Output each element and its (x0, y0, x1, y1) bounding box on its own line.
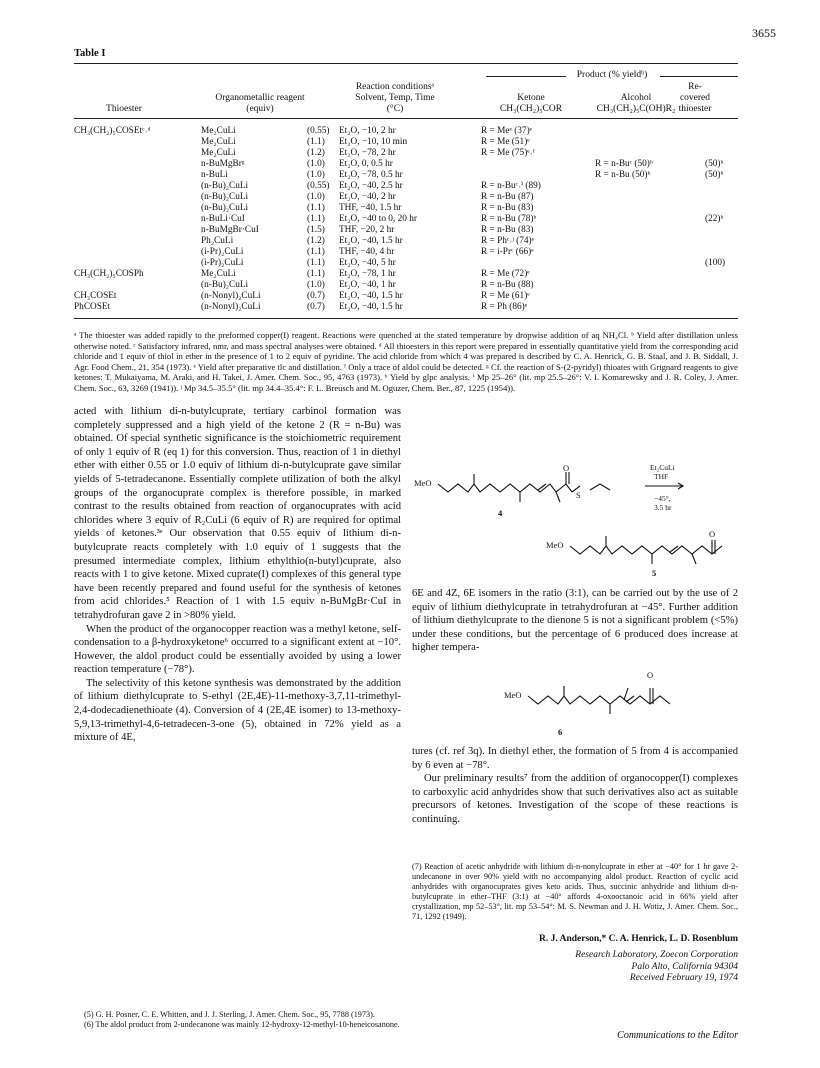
left-column-references (74, 1010, 401, 1030)
table-row (74, 302, 738, 313)
reagent-label: Et₂CuLi (650, 463, 675, 472)
carbonyl-o-label-4: O (563, 463, 570, 473)
right-column-paragraph-a (412, 587, 738, 655)
cell-thioester: CH₃(CH₂)₅COSPh (74, 269, 144, 279)
left-column-text (74, 405, 401, 745)
table-row (74, 137, 738, 148)
authors: R. J. Anderson,* C. A. Henrick, L. D. Rosenblum (539, 934, 738, 944)
cell-equiv: (1.2) (307, 148, 325, 158)
section-footer: Communications to the Editor (617, 1030, 738, 1041)
cell-reagent: (n-Nonyl)₂CuLi (201, 302, 261, 312)
compound-5-label: 5 (652, 568, 657, 578)
cell-equiv: (1.1) (307, 258, 325, 268)
table-row (74, 214, 738, 225)
table-header-rule (74, 118, 738, 119)
cell-conditions: Et₂O, −40, 1.5 hr (339, 291, 403, 301)
cell-ketone: R = n-Bu (83) (481, 225, 534, 235)
cell-equiv: (1.0) (307, 159, 325, 169)
table-top-rule (74, 63, 738, 64)
reference: (5) G. H. Posner, C. E. Whitten, and J. J. Sterling, J. Amer. Chem. Soc., 95, 7788 (1973). (84, 1010, 375, 1019)
alcohol-header-1: Alcohol (620, 93, 652, 103)
cell-reagent: n-BuLi (201, 170, 228, 180)
cell-conditions: Et₂O, −40, 1.5 hr (339, 236, 403, 246)
recovered-header-3: thioester (678, 104, 712, 114)
cell-reagent: Me₂CuLi (201, 148, 236, 158)
meo-label-6: MeO (504, 690, 522, 700)
time-label: 3.5 hr (654, 503, 672, 512)
cell-conditions: Et₂O, −40, 2.5 hr (339, 181, 403, 191)
cond-header-1: Reaction conditionsᵃ (355, 82, 435, 92)
cell-ketone: R = n-Bu (83) (481, 203, 534, 213)
cell-equiv: (1.1) (307, 203, 325, 213)
cell-alcohol: R = n-Buᶜ (50)ʰ (595, 159, 653, 169)
carbonyl-o-label-6: O (647, 670, 654, 680)
ketone-header-1: Ketone (517, 93, 545, 103)
cell-ketone: R = Me (75)ᵉ˒ᶠ (481, 148, 535, 158)
paragraph: acted with lithium di-n-butylcuprate, tertiary carbinol formation was completely suppressed and a high yield of the ketone 2 (R = n-Bu) was obtained. Of special synthetic significance is the stoichiometric requirement of only 1 equiv of R (eq 1) for this conversion. Thus, reaction of 1 in diethyl ether with either 0.55 or 1.0 equiv of lithium di-n-butylcuprate gave similar yields of 5-tetradecanone. Essentially complete utilization of both the alkyl groups of the organocuprate complex is therefore possible, in marked contrast to the results obtained from reaction of organocuprates with acid chlorides where 3 equiv of R₂CuLi (6 equiv of R) are required for optimal yields of ketones.³ᵉ Our observation that 0.55 equiv of lithium di-n-butylcuprate reacts completely with 1.0 equiv of 1 suggests that the presumed intermediate complex, lithium ethylthio(n-butyl)cuprate, also reacts with 1 to give ketone. Mixed cuprate(I) complexes of this general type have been recently prepared and found useful for the synthesis of ketones from acid chlorides.⁵ Reaction of 1 with 1.5 equiv n-BuMgBr·CuI in tetrahydrofuran gave 2 in >80% yield. (74, 406, 401, 621)
cell-reagent: n-BuMgBr·CuI (201, 225, 259, 235)
solvent-label: THF (654, 472, 669, 481)
cell-conditions: THF, −20, 2 hr (339, 225, 395, 235)
cell-conditions: THF, −40, 4 hr (339, 247, 395, 257)
paragraph: Our preliminary results⁷ from the addition of organocopper(I) complexes to carboxylic acid anhydrides show that such derivatives also act as suitable precursors of ketones. Investigation of the scope of these reactions is continuing. (412, 773, 738, 825)
cell-reagent: (n-Bu)₂CuLi (201, 181, 249, 191)
paragraph: When the product of the organocopper reaction was a methyl ketone, self-condensation to a β-hydroxyketone⁶ occurred to a significant extent at −10°. However, the aldol product could be essentially avoided by using a lower reaction temperature (−78°). (74, 623, 401, 676)
page-number: 3655 (752, 26, 776, 40)
table-footnotes: ᵃ The thioester was added rapidly to the preformed copper(I) reagent. Reactions were quenched at the stated temperature by dropwise addition of aq NH₄Cl. ᵇ Yield after distillation unless otherwise noted. ᶜ Satisfactory infrared, nmr, and mass spectral analyses were obtained. ᵈ All thioesters in this report were prepared in essentially quantitative yield from the corresponding acid chloride and 1 equiv of thiol in ether in the presence of 1 to 2 equiv of pyridine. The acid chloride from which 4 was prepared is described by C. A. Henrick, G. B. Staal, and J. B. Siddall, J. Agr. Food Chem., 21, 354 (1973). ᵉ Yield after preparative tlc and distillation. ᶠ Only a trace of aldol could be detected. ᵍ Cf. the reaction of S-(2-pyridyl) thioates with Grignard reagents to give ketones: T. Mukaiyama, M. Araki, and H. Takei, J. Amer. Chem. Soc., 95, 4763 (1973). ʰ Yield by glpc analysis. ⁱ Mp 25–26° (lit. mp 25.5–26°: V. I. Komarewsky and J. R. Coley, J. Amer. Chem. Soc., 63, 3269 (1941)). ʲ Mp 34.5–35.5° (lit. mp 34.4–35.4°: F. L. Breusch and M. Oguzer, Chem. Ber., 87, 1225 (1954)). (74, 330, 738, 393)
structure-4 (434, 470, 634, 510)
cell-conditions: Et₂O, −40, 2 hr (339, 192, 396, 202)
cell-equiv: (1.0) (307, 280, 325, 290)
cell-reagent: Me₂CuLi (201, 269, 236, 279)
cell-conditions: Et₂O, −40, 5 hr (339, 258, 396, 268)
cell-reagent: (i-Pr)₂CuLi (201, 247, 244, 257)
affiliation (412, 950, 738, 985)
compound-4-label: 4 (498, 508, 503, 518)
cell-conditions: Et₂O, 0, 0.5 hr (339, 159, 393, 169)
sulfur-label: S (576, 490, 581, 500)
cell-reagent: (n-Nonyl)₂CuLi (201, 291, 261, 301)
cell-conditions: Et₂O, −10, 10 min (339, 137, 408, 147)
cell-equiv: (0.55) (307, 126, 330, 136)
table-row (74, 280, 738, 291)
cell-equiv: (1.2) (307, 236, 325, 246)
meo-label-4: MeO (414, 478, 432, 488)
cell-ketone: R = i-Prᶜ (66)ᵉ (481, 247, 534, 257)
cell-conditions: Et₂O, −40 to 0, 20 hr (339, 214, 417, 224)
cell-equiv: (1.1) (307, 269, 325, 279)
cell-ketone: R = Me (72)ᵉ (481, 269, 530, 279)
temperature-label: −45°, (654, 494, 671, 503)
cell-equiv: (1.1) (307, 247, 325, 257)
table-body (74, 126, 738, 313)
cell-ketone: R = Ph (86)ᵉ (481, 302, 528, 312)
table-row (74, 203, 738, 214)
cell-thioester: CH₃(CH₂)₅COSEtᶜ˒ᵈ (74, 126, 151, 136)
cell-reagent: n-BuLi·CuI (201, 214, 245, 224)
cell-ketone: R = n-Buᶜ˒ⁱ (89) (481, 181, 541, 191)
right-column-paragraph-b (412, 745, 738, 827)
cell-thioester: CH₃COSEt (74, 291, 117, 301)
cond-header-2: Solvent, Temp, Time (355, 93, 435, 103)
cell-reagent: Ph₂CuLi (201, 236, 234, 246)
cell-equiv: (1.0) (307, 192, 325, 202)
table-row (74, 236, 738, 247)
cell-ketone: R = Phᶜ˒ʲ (74)ᵉ (481, 236, 535, 246)
cell-ketone: R = Meᵉ (37)ᵉ (481, 126, 533, 136)
received-date: Received February 19, 1974 (629, 973, 738, 983)
cell-reagent: (n-Bu)₂CuLi (201, 192, 249, 202)
carbonyl-o-label-5: O (709, 529, 716, 539)
affiliation-line: Palo Alto, California 94304 (631, 961, 738, 972)
reference: (6) The aldol product from 2-undecanone was mainly 12-hydroxy-12-methyl-10-heneicosanone. (84, 1020, 400, 1029)
recovered-header-2: covered (679, 93, 711, 103)
paragraph: The selectivity of this ketone synthesis was demonstrated by the addition of lithium diethylcuprate to S-ethyl (2E,4E)-11-methoxy-3,7,11-trimethyl-2,4-dodecadienethioate (4). Conversion of 4 (2E,4E isomer) to 13-methoxy-5,9,13-trimethyl-4,6-tetradecen-3-one (5), obtained in 72% yield as a mixture of 4E, (74, 677, 401, 744)
cell-ketone: R = n-Bu (87) (481, 192, 534, 202)
paragraph: 6E and 4Z, 6E isomers in the ratio (3:1), can be carried out by the use of 2 equiv of lithium diethylcuprate in tetrahydrofuran at −45°. Further addition of lithium diethylcuprate to the dienone 5 is not a significant problem (<5%) under these conditions, but the percentage of 6 produced does increase at higher tempera- (412, 588, 738, 654)
reagent-header-2: (equiv) (246, 104, 274, 114)
cell-equiv: (1.0) (307, 170, 325, 180)
affiliation-line: Research Laboratory, Zoecon Corporation (575, 950, 738, 960)
cell-reagent: n-BuMgBrᵍ (201, 159, 245, 169)
cell-recovered: (22)ʰ (705, 214, 724, 224)
table-bottom-rule (74, 318, 738, 319)
compound-6-label: 6 (558, 727, 563, 737)
cell-ketone: R = n-Bu (88) (481, 280, 534, 290)
table-row (74, 258, 738, 269)
cell-alcohol: R = n-Bu (50)ʰ (595, 170, 651, 180)
table-row (74, 148, 738, 159)
structure-6 (524, 680, 694, 720)
cell-ketone: R = n-Bu (78)ʰ (481, 214, 537, 224)
reagent-header-1: Organometallic reagent (215, 93, 305, 103)
reaction-arrow (645, 482, 687, 490)
paragraph: tures (cf. ref 3q). In diethyl ether, the formation of 5 from 4 is accompanied by 6 even at −78°. (412, 746, 738, 771)
table-title: Table I (74, 48, 106, 59)
cell-recovered: (100) (705, 258, 726, 268)
cell-reagent: Me₂CuLi (201, 137, 236, 147)
cell-ketone: R = Me (51)ᵉ (481, 137, 530, 147)
cell-conditions: Et₂O, −78, 0.5 hr (339, 170, 403, 180)
cell-equiv: (1.1) (307, 214, 325, 224)
table-row (74, 126, 738, 137)
cond-header-3: (°C) (386, 104, 404, 114)
thioester-header: Thioester (106, 104, 142, 114)
cell-conditions: Et₂O, −40, 1.5 hr (339, 302, 403, 312)
table-row (74, 247, 738, 258)
cell-reagent: (i-Pr)₂CuLi (201, 258, 244, 268)
cell-equiv: (1.1) (307, 137, 325, 147)
cell-conditions: Et₂O, −40, 1 hr (339, 280, 396, 290)
cell-equiv: (0.7) (307, 291, 325, 301)
cell-recovered: (50)ʰ (705, 170, 724, 180)
cell-conditions: Et₂O, −10, 2 hr (339, 126, 396, 136)
cell-reagent: (n-Bu)₂CuLi (201, 203, 249, 213)
product-header: Product (% yieldᵇ) (576, 70, 648, 80)
table-row (74, 170, 738, 181)
table-row (74, 269, 738, 280)
cell-reagent: Me₂CuLi (201, 126, 236, 136)
table-row (74, 181, 738, 192)
recovered-header-1: Re- (688, 82, 702, 92)
cell-conditions: THF, −40, 1.5 hr (339, 203, 402, 213)
table-row (74, 159, 738, 170)
cell-conditions: Et₂O, −78, 1 hr (339, 269, 396, 279)
table-row (74, 291, 738, 302)
table-row (74, 225, 738, 236)
reference-7: (7) Reaction of acetic anhydride with lithium di-n-nonylcuprate in ether at −40° for 1 hr gave 2-undecanone in over 90% yield with no accompanying aldol product. Reaction of cyclic acid anhydrides with organocuprates gives keto acids. Thus, succinic anhydride and lithium di-n-butylcuprate in ether–THF (3:1) at −40° affords 4-oxooctanoic acid in 66% yield after crystallization, mp 52–53°, lit. mp 53–54°: M. S. Newman and J. H. Wotiz, J. Amer. Chem. Soc., 71, 1292 (1949). (412, 862, 738, 921)
cell-equiv: (0.7) (307, 302, 325, 312)
ketone-header-2: CH₃(CH₂)₅COR (499, 104, 563, 114)
meo-label-5: MeO (546, 540, 564, 550)
cell-ketone: R = Me (61)ᵉ (481, 291, 530, 301)
cell-equiv: (0.55) (307, 181, 330, 191)
alcohol-header-2: CH₃(CH₂)₅C(OH)R₂ (596, 104, 676, 114)
cell-recovered: (50)ʰ (705, 159, 724, 169)
cell-reagent: (n-Bu)₂CuLi (201, 280, 249, 290)
cell-thioester: PhCOSEt (74, 302, 111, 312)
table-row (74, 192, 738, 203)
cell-equiv: (1.5) (307, 225, 325, 235)
cell-conditions: Et₂O, −78, 2 hr (339, 148, 396, 158)
